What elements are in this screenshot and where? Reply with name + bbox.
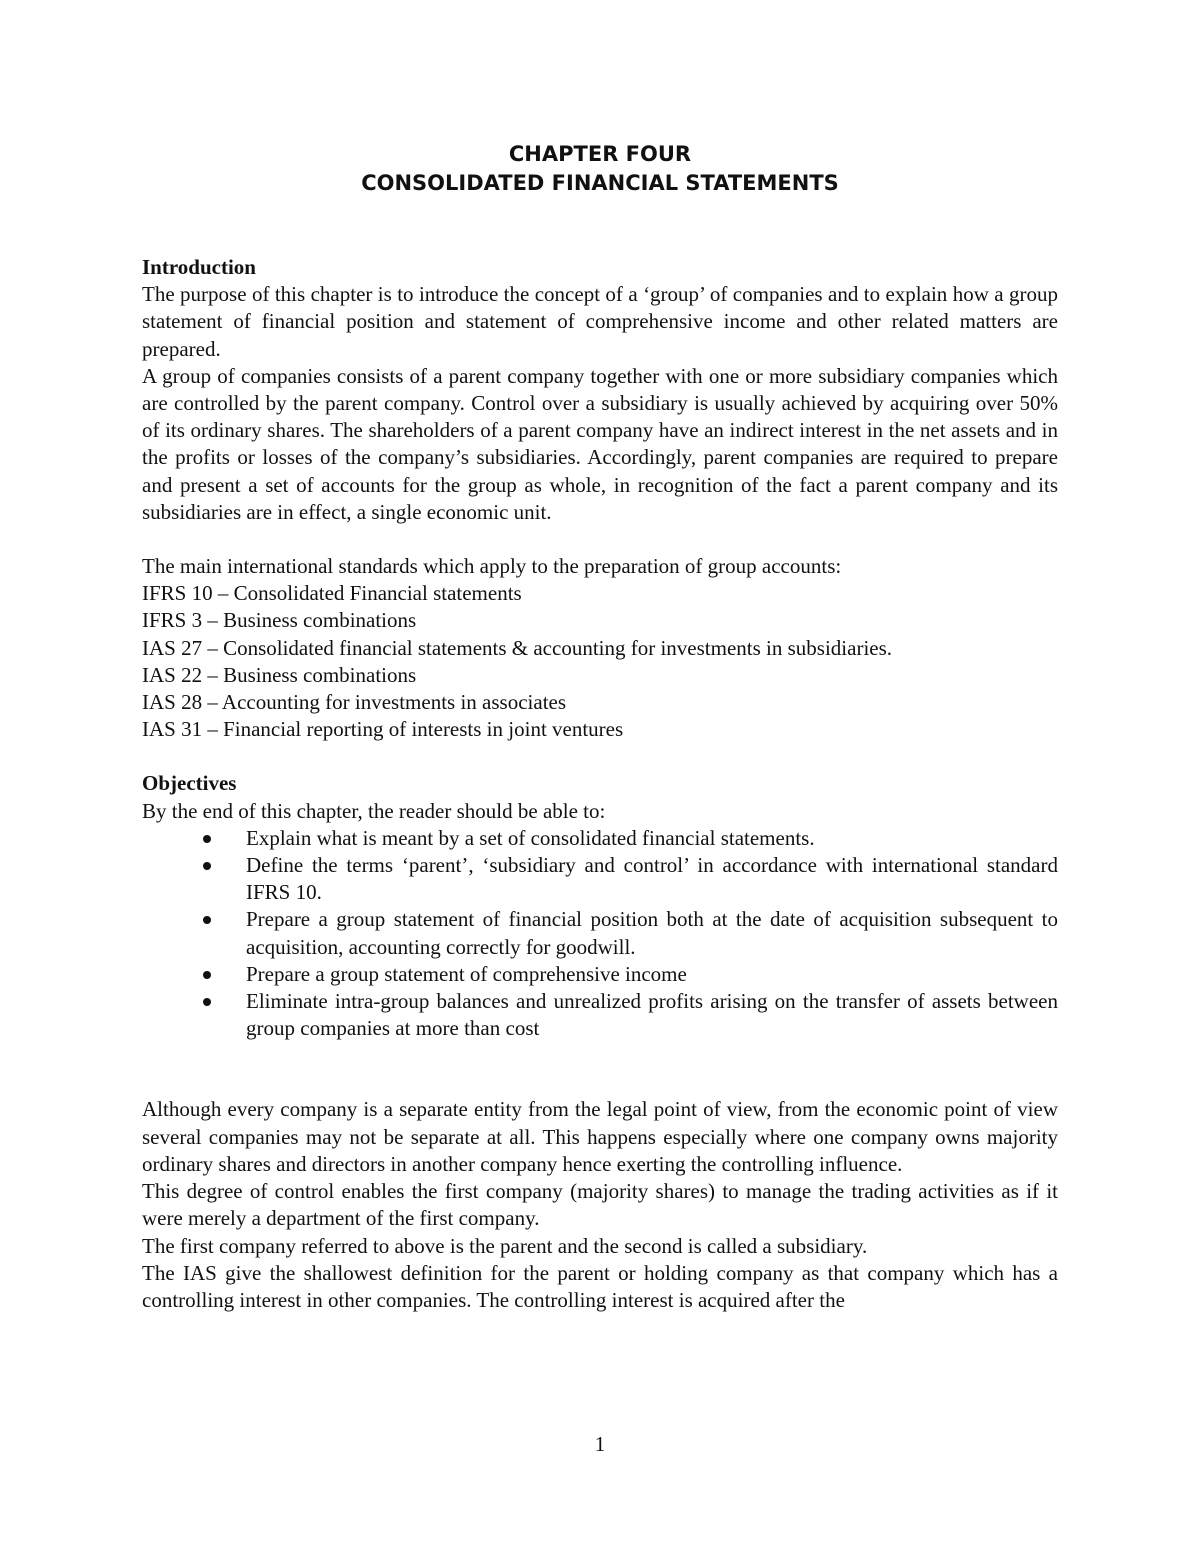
- body-paragraph: The IAS give the shallowest definition for the parent or holding company as that company which has a controlling interest in other companies. The controlling interest is acquired after the: [142, 1260, 1058, 1312]
- objective-item: [246, 961, 1058, 988]
- introduction-paragraph: The purpose of this chapter is to introduce the concept of a ‘group’ of companies and to explain how a group statement of financial position and statement of comprehensive income and other related matters are prepared.: [142, 282, 1058, 361]
- objectives-intro: By the end of this chapter, the reader should be able to:: [142, 798, 606, 823]
- standards-intro: The main international standards which apply to the preparation of group accounts:: [142, 554, 842, 579]
- chapter-number: CHAPTER FOUR: [508, 142, 692, 166]
- standard-item: IAS 31 – Financial reporting of interests in joint ventures: [142, 717, 624, 742]
- objectives-list: [142, 825, 1058, 1043]
- bullet-icon: [203, 916, 211, 924]
- group-definition-paragraph: A group of companies consists of a parent company together with one or more subsidiary companies which are controlled by the parent company. Control over a subsidiary is usually achieved by acquiring over 50% of its ordinary shares. The shareholders of a parent company have an indirect interest in the net assets and in the profits or losses of the company’s subsidiaries. Accordingly, parent companies are required to prepare and present a set of accounts for the group as whole, in recognition of the fact a parent company and its subsidiaries are in effect, a single economic unit.: [142, 363, 1058, 524]
- objective-item: [246, 852, 1058, 906]
- bullet-icon: [203, 971, 211, 979]
- bullet-icon: [203, 998, 211, 1006]
- page-content: [142, 140, 1058, 1314]
- standard-item: IFRS 3 – Business combinations: [142, 608, 417, 633]
- bullet-icon: [203, 835, 211, 843]
- spacer: [142, 526, 1058, 553]
- objective-item: [246, 988, 1058, 1042]
- spacer: [142, 1042, 1058, 1096]
- chapter-heading: [142, 140, 1058, 198]
- spacer: [142, 743, 1058, 770]
- standard-item: IFRS 10 – Consolidated Financial statements: [142, 581, 522, 606]
- standard-item: IAS 22 – Business combinations: [142, 662, 417, 687]
- body-paragraph: Although every company is a separate entity from the legal point of view, from the economic point of view several companies may not be separate at all. This happens especially where one company owns majority ordinary shares and directors in another company hence exerting the controlling influence.: [142, 1097, 1058, 1176]
- objective-text: Define the terms ‘parent’, ‘subsidiary and control’ in accordance with international standard IFRS 10.: [246, 853, 1058, 905]
- objective-item: [246, 906, 1058, 960]
- page-number: 1: [594, 1432, 606, 1456]
- chapter-title: CONSOLIDATED FINANCIAL STATEMENTS: [361, 171, 839, 195]
- objective-text: Explain what is meant by a set of consolidated financial statements.: [246, 825, 815, 850]
- objective-item: [246, 825, 1058, 852]
- standard-item: IAS 27 – Consolidated financial statements & accounting for investments in subsidiaries.: [142, 635, 893, 660]
- bullet-icon: [203, 862, 211, 870]
- objective-text: Eliminate intra-group balances and unrealized profits arising on the transfer of assets between group companies at more than cost: [246, 989, 1058, 1041]
- body-paragraph: The first company referred to above is the parent and the second is called a subsidiary.: [142, 1233, 868, 1258]
- body-paragraph: This degree of control enables the first company (majority shares) to manage the trading activities as if it were merely a department of the first company.: [142, 1179, 1058, 1231]
- objective-text: Prepare a group statement of comprehensive income: [246, 961, 687, 986]
- introduction-heading: Introduction: [142, 255, 256, 279]
- standard-item: IAS 28 – Accounting for investments in associates: [142, 690, 567, 715]
- objectives-heading: Objectives: [142, 771, 237, 796]
- objective-text: Prepare a group statement of financial position both at the date of acquisition subsequent to acquisition, accounting correctly for goodwill.: [246, 907, 1058, 959]
